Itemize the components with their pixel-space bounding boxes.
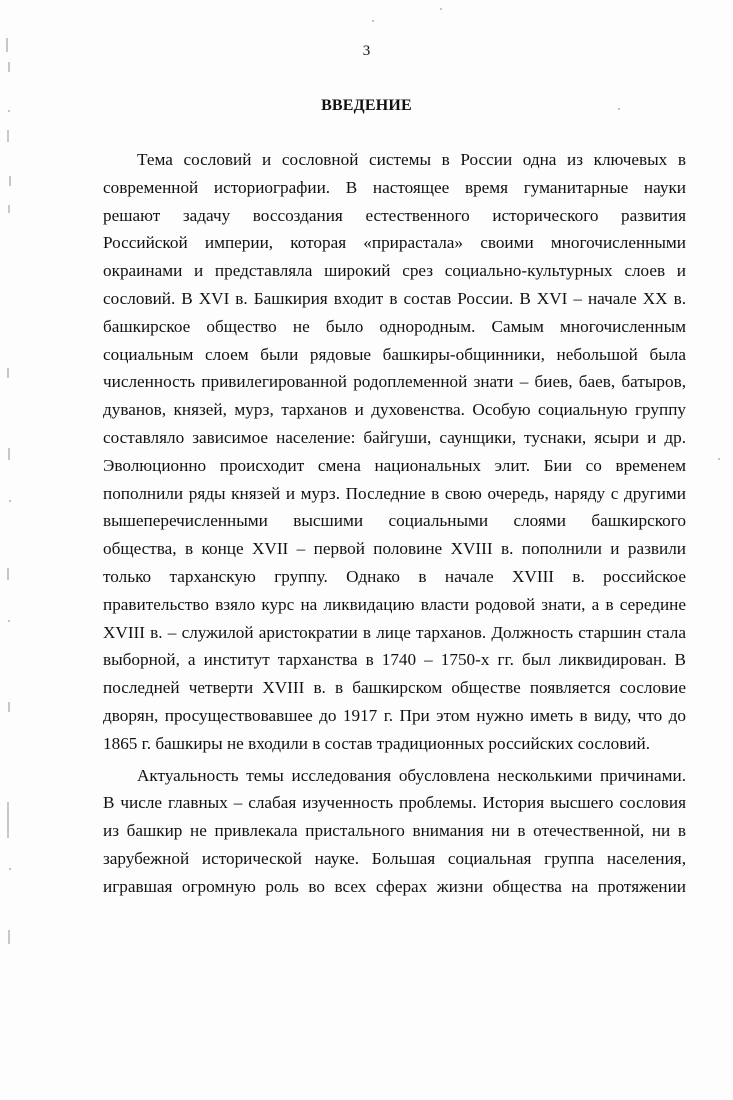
scan-artifact (8, 205, 10, 213)
text-line: современной историографии. В настоящее время гуманитарные науки (103, 177, 686, 197)
text-line: пополнили ряды князей и мурз. Последние в свою очередь, наряду с другими (103, 483, 686, 503)
text-line: В числе главных – слабая изученность проблемы. История высшего сословия (103, 793, 686, 813)
page-number: 3 (362, 43, 371, 59)
text-line: башкирское общество не было однородным. Самым многочисленным (103, 316, 686, 336)
text-line: правительство взяло курс на ликвидацию власти родовой знати, а в середине (103, 594, 686, 614)
text-line: социальным слоем были рядовые башкиры-общинники, небольшой была (103, 344, 686, 364)
text-line: сословий. В XVI в. Башкирия входит в состав России. В XVI – начале XX в. (103, 288, 686, 308)
text-line: только тарханскую группу. Однако в начале XVIII в. российское (103, 566, 686, 586)
text-line: решают задачу воссоздания естественного исторического развития (103, 205, 686, 225)
paragraph-1 (103, 146, 686, 758)
text-line: зарубежной исторической науке. Большая социальная группа населения, (103, 848, 686, 868)
text-line: выборной, а институт тарханства в 1740 – 1750-х гг. был ликвидирован. В (103, 650, 686, 670)
text-line: Эволюционно происходит смена национальных элит. Бии со временем (103, 455, 686, 475)
text-line: окраинами и представляла широкий срез социально-культурных слоев и (103, 261, 686, 281)
scan-artifact (8, 620, 10, 622)
scan-margin-artifacts (2, 0, 16, 1100)
scan-artifact (7, 802, 9, 838)
scan-artifact (8, 62, 10, 72)
text-line: XVIII в. – служилой аристократии в лице тарханов. Должность старшин стала (103, 622, 686, 642)
text-line: общества, в конце XVII – первой половине XVIII в. пополнили и развили (103, 539, 686, 559)
scan-artifact (7, 368, 9, 378)
paragraph-2 (103, 762, 686, 901)
scan-artifact (9, 868, 11, 870)
text-line: Тема сословий и сословной системы в России одна из ключевых в (137, 150, 686, 169)
text-line: численность привилегированной родоплеменной знати – биев, баев, батыров, (103, 372, 686, 392)
text-line: составляло зависимое население: байгуши, саунщики, туснаки, ясыри и др. (103, 427, 686, 447)
text-line: вышеперечисленными высшими социальными слоями башкирского (103, 511, 686, 531)
text-line: дворян, просуществовавшее до 1917 г. При этом нужно иметь в виду, что до (103, 705, 686, 725)
scan-artifact (9, 500, 11, 502)
body-text (103, 146, 686, 901)
scan-artifact (8, 702, 10, 712)
scan-artifact (9, 176, 11, 186)
text-line: игравшая огромную роль во всех сферах жизни общества на протяжении (103, 876, 686, 896)
text-line: дуванов, князей, мурз, тарханов и духовенства. Особую социальную группу (103, 400, 686, 420)
section-heading: ВВЕДЕНИЕ (321, 97, 412, 114)
scan-artifact (440, 8, 442, 10)
scan-artifact (7, 568, 9, 580)
text-line: последней четверти XVIII в. в башкирском обществе появляется сословие (103, 678, 686, 698)
scan-artifact (8, 448, 10, 460)
scan-artifact (8, 930, 10, 944)
scan-artifact (372, 20, 374, 22)
text-line: Актуальность темы исследования обусловлена несколькими причинами. (137, 765, 686, 785)
scan-artifact (7, 130, 9, 142)
text-line: из башкир не привлекала пристального внимания ни в отечественной, ни в (103, 821, 686, 841)
scan-artifact (718, 458, 720, 460)
text-line: Российской империи, которая «прирастала» своими многочисленными (103, 233, 686, 253)
text-line: 1865 г. башкиры не входили в состав традиционных российских сословий. (103, 733, 651, 753)
